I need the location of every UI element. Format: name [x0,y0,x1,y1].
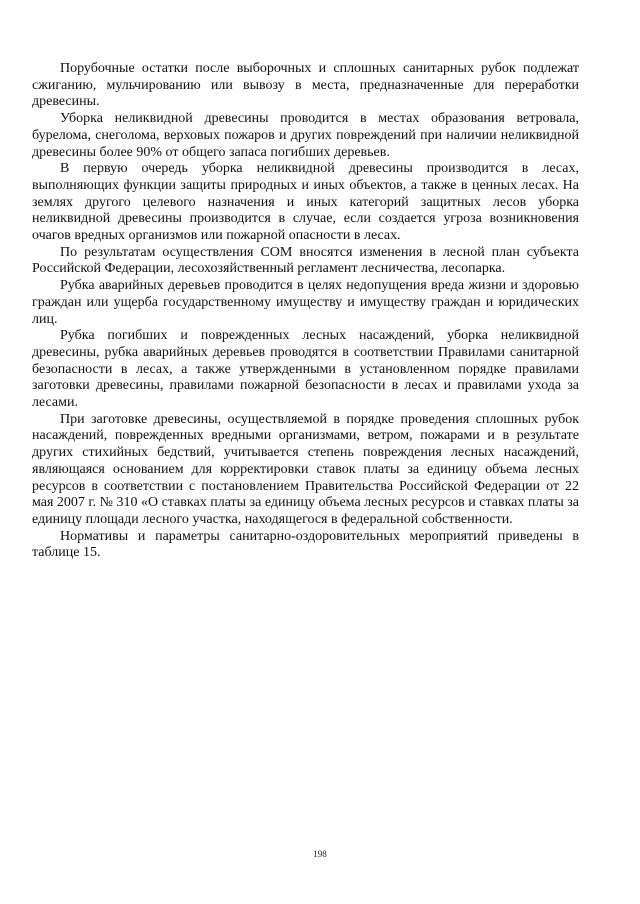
paragraph-hazard-trees: Рубка аварийных деревьев проводится в целях недопущения вреда жизни и здоровью граждан или ущерба государственному имуществу и имуществу граждан и юридических лиц. [32,278,579,327]
paragraph-priority-removal: В первую очередь уборка неликвидной древесины производится в лесах, выполняющих функции защиты природных и иных объектов, а также в ценных лесах. На землях другого целевого назначения и иных категорий защитных лесов уборка неликвидной древесины производится в случае, если создается угроза возникновения очагов вредных организмов или пожарной опасности в лесах. [32,161,579,244]
paragraph-slash-disposal: Порубочные остатки после выборочных и сплошных санитарных рубок подлежат сжиганию, мульчированию или вывозу в места, предназначенные для переработки древесины. [32,61,579,110]
paragraph-payment-rates: При заготовке древесины, осуществляемой в порядке проведения сплошных рубок насаждений, поврежденных вредными организмами, ветром, пожарами и в результате других стихийных бедствий, учитывается степень повреждения лесных насаждений, являющаяся основанием для корректировки ставок платы за единицу объема лесных ресурсов в соответствии с постановлением Правительства Российской Федерации от 22 мая 2007 г. № 310 «О ставках платы за единицу объема лесных ресурсов и ставках платы за единицу площади лесного участка, находящегося в федеральной собственности. [32,411,579,527]
paragraph-table-reference: Нормативы и параметры санитарно-оздоровительных мероприятий приведены в таблице 15. [32,528,579,561]
page-number: 198 [313,849,327,859]
body-text [32,61,579,562]
paragraph-felling-rules: Рубка погибших и поврежденных лесных насаждений, уборка неликвидной древесины, рубка аварийных деревьев проводятся в соответствии Правилами санитарной безопасности в лесах, а также утвержденными в установленном порядке правилами заготовки древесины, правилами пожарной безопасности в лесах и правилами ухода за лесами. [32,328,579,411]
paragraph-forest-plan-changes: По результатам осуществления СОМ вносятся изменения в лесной план субъекта Российской Федерации, лесохозяйственный регламент лесничества, лесопарка. [32,244,579,277]
paragraph-deadwood-removal: Уборка неликвидной древесины проводится в местах образования ветровала, бурелома, снеголома, верховых пожаров и других повреждений при наличии неликвидной древесины более 90% от общего запаса погибших деревьев. [32,111,579,160]
